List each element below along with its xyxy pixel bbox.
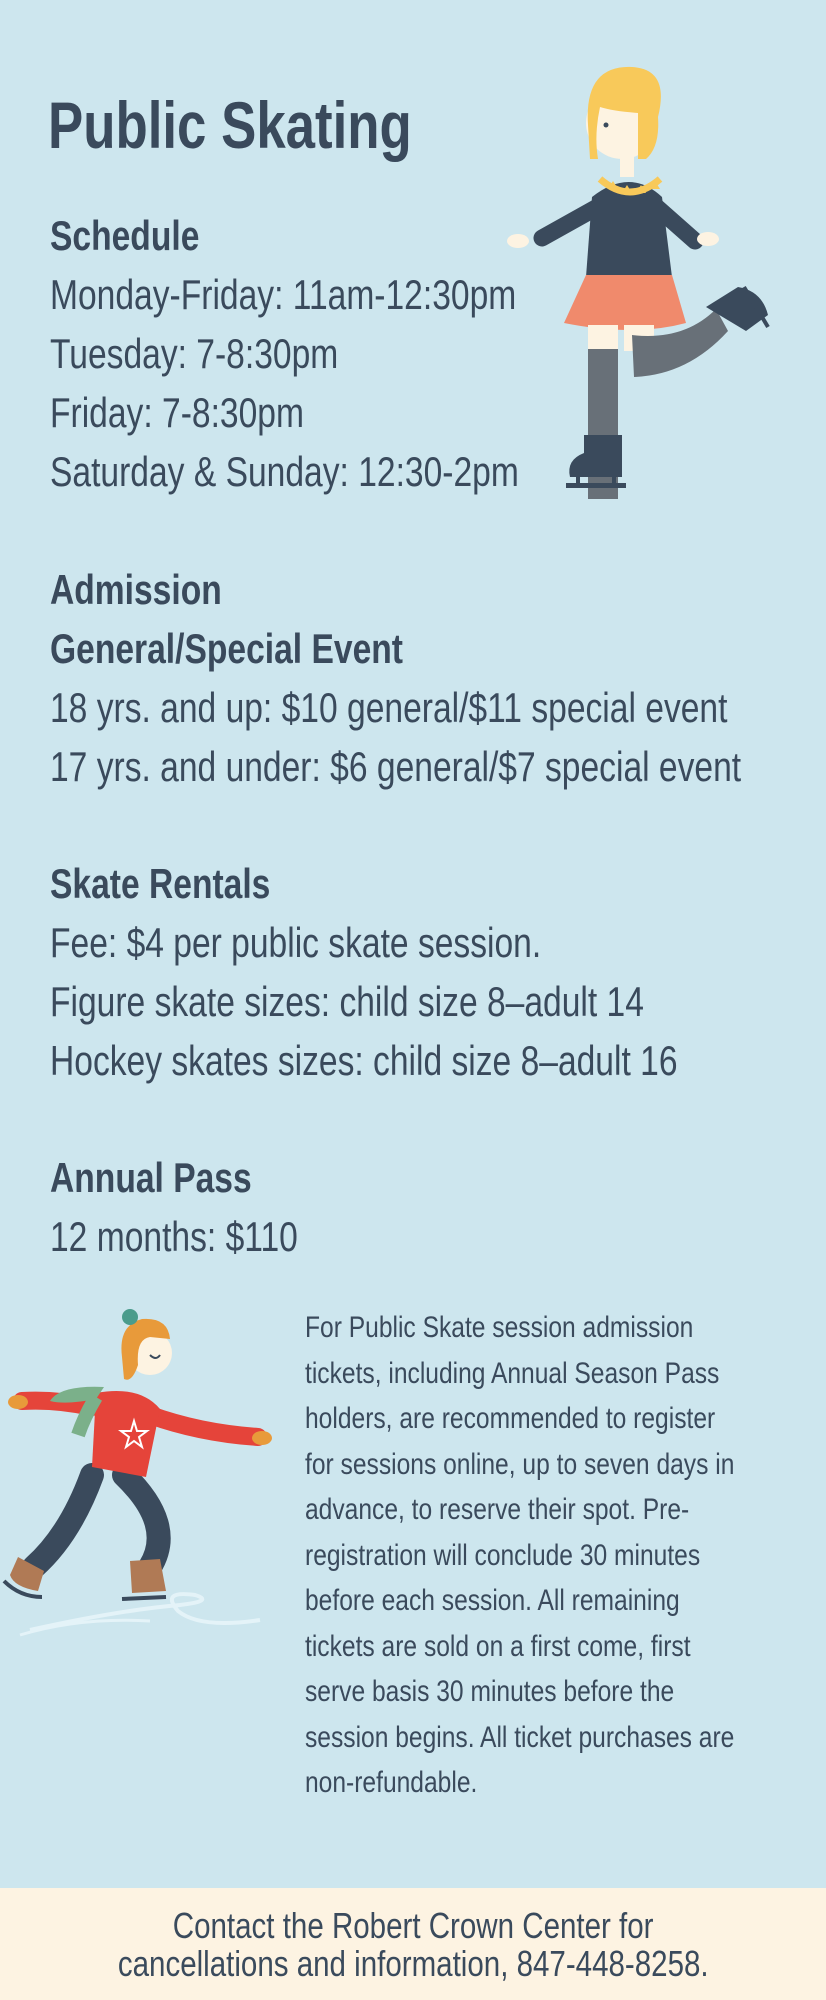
note-line: serve basis 30 minutes before the (305, 1675, 675, 1708)
page-title: Public Skating (48, 88, 412, 162)
schedule-line: Monday-Friday: 11am-12:30pm (50, 271, 517, 318)
annual-pass-heading: Annual Pass (50, 1154, 252, 1201)
schedule-line: Friday: 7-8:30pm (50, 389, 304, 436)
admission-line: 18 yrs. and up: $10 general/$11 special event (50, 684, 728, 731)
rentals-line: Figure skate sizes: child size 8–adult 14 (50, 978, 644, 1025)
registration-note (305, 1305, 805, 1806)
schedule-line: Saturday & Sunday: 12:30-2pm (50, 448, 519, 495)
schedule-line: Tuesday: 7-8:30pm (50, 330, 339, 377)
rentals-line: Fee: $4 per public skate session. (50, 919, 542, 966)
schedule-heading: Schedule (50, 212, 200, 259)
figure-skater-boy-illustration (0, 1305, 290, 1645)
note-line: non-refundable. (305, 1766, 478, 1799)
note-line: for sessions online, up to seven days in (305, 1447, 735, 1481)
contact-footer (0, 1888, 826, 2000)
note-line: For Public Skate session admission (305, 1311, 694, 1344)
rentals-section (50, 854, 826, 1090)
annual-pass-section (50, 1148, 360, 1266)
rentals-heading: Skate Rentals (50, 860, 271, 907)
note-line: tickets are sold on a first come, first (305, 1629, 691, 1663)
admission-section (50, 560, 826, 796)
rentals-line: Hockey skates sizes: child size 8–adult 16 (50, 1037, 678, 1084)
note-line: advance, to reserve their spot. Pre- (305, 1493, 690, 1526)
note-line: session begins. All ticket purchases are (305, 1720, 735, 1754)
note-line: tickets, including Annual Season Pass (305, 1356, 720, 1390)
admission-heading: Admission (50, 566, 222, 613)
annual-pass-line: 12 months: $110 (50, 1213, 298, 1260)
admission-line: 17 yrs. and under: $6 general/$7 special event (50, 743, 742, 790)
figure-skater-girl-illustration (500, 55, 790, 505)
admission-subheading: General/Special Event (50, 625, 403, 672)
footer-line: Contact the Robert Crown Center for (172, 1905, 654, 1946)
note-line: registration will conclude 30 minutes (305, 1538, 701, 1572)
footer-line: cancellations and information, 847-448-8258. (117, 1943, 709, 1984)
note-line: before each session. All remaining (305, 1584, 680, 1617)
note-line: holders, are recommended to register (305, 1402, 716, 1435)
